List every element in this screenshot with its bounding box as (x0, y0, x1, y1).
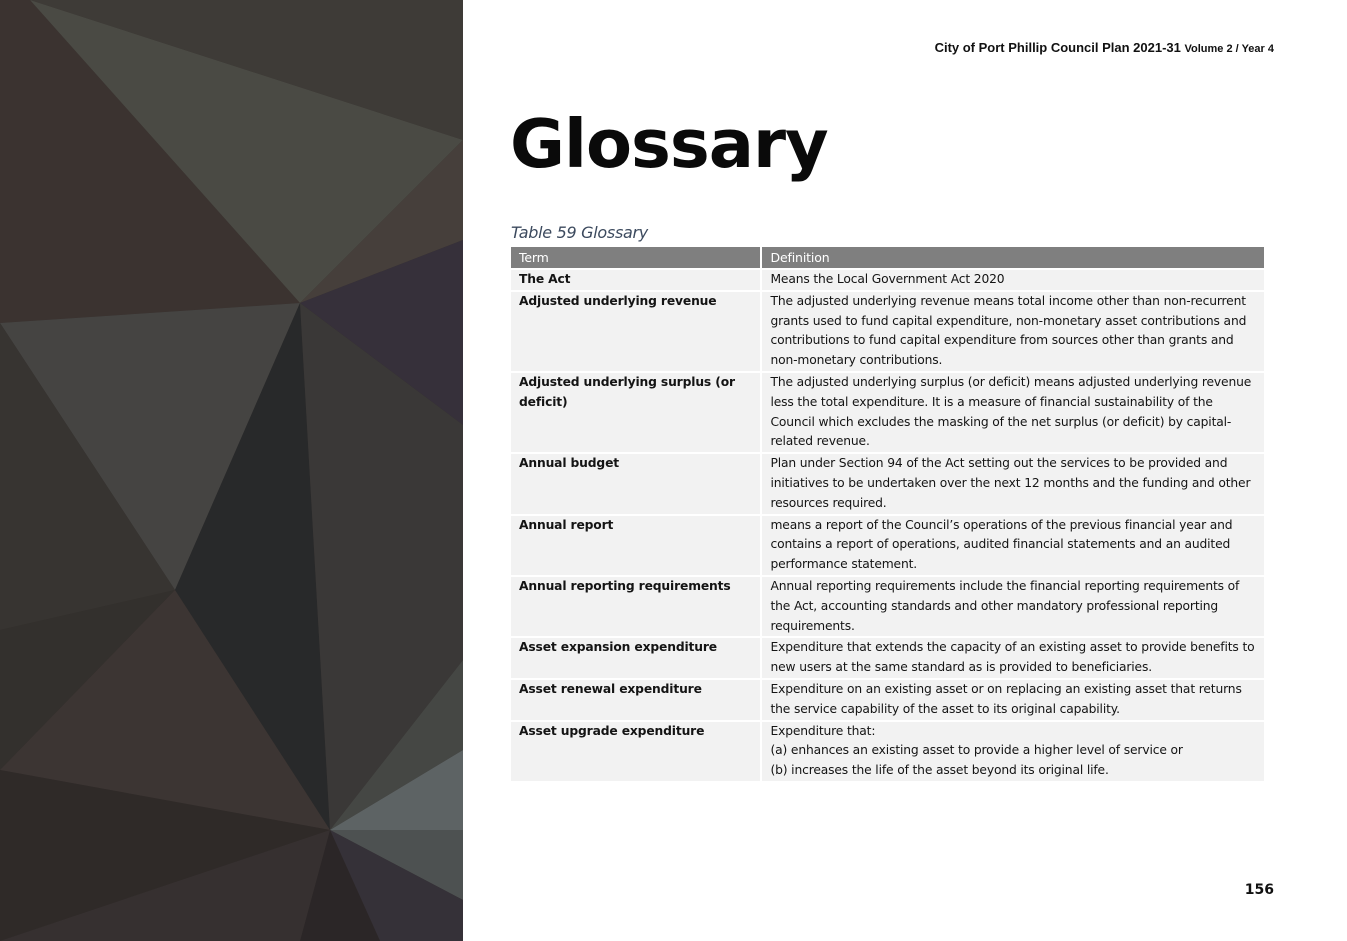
document-title: City of Port Phillip Council Plan 2021-31 (934, 40, 1181, 55)
page-number: 156 (1244, 882, 1274, 898)
table-caption: Table 59 Glossary (511, 223, 648, 242)
table-row (511, 292, 1264, 371)
term-cell: Annual budget (511, 454, 760, 513)
document-header (935, 40, 1274, 55)
term-cell: Annual report (511, 516, 760, 575)
table-row (511, 516, 1264, 575)
column-header-term: Term (511, 247, 760, 268)
table-row (511, 577, 1264, 636)
term-cell: Asset upgrade expenditure (511, 722, 760, 781)
term-cell: Asset expansion expenditure (511, 638, 760, 678)
definition-cell: The adjusted underlying surplus (or deficit) means adjusted underlying revenue less the total expenditure. It is a measure of financial sustainability of the Council which excludes the masking of the net surplus (or deficit) by capital-related revenue. (762, 373, 1264, 452)
term-cell: Adjusted underlying surplus (or deficit) (511, 373, 760, 452)
table-row (511, 454, 1264, 513)
definition-cell: Means the Local Government Act 2020 (762, 270, 1264, 290)
table-row (511, 680, 1264, 720)
table-row (511, 373, 1264, 452)
table-row (511, 638, 1264, 678)
definition-cell: Plan under Section 94 of the Act setting out the services to be provided and initiatives to be undertaken over the next 12 months and the funding and other resources required. (762, 454, 1264, 513)
page-title: Glossary (510, 105, 828, 183)
volume-year: Volume 2 / Year 4 (1184, 43, 1274, 55)
table-row (511, 722, 1264, 781)
term-cell: Adjusted underlying revenue (511, 292, 760, 371)
term-cell: Annual reporting requirements (511, 577, 760, 636)
glossary-table (509, 245, 1266, 783)
definition-cell: Expenditure on an existing asset or on replacing an existing asset that returns the service capability of the asset to its original capability. (762, 680, 1264, 720)
column-header-definition: Definition (762, 247, 1264, 268)
glossary-page (463, 0, 1347, 941)
definition-cell: Expenditure that extends the capacity of an existing asset to provide benefits to new users at the same standard as is provided to beneficiaries. (762, 638, 1264, 678)
decorative-polygon-art (0, 0, 463, 941)
definition-cell: The adjusted underlying revenue means total income other than non-recurrent grants used to fund capital expenditure, non-monetary asset contributions and contributions to fund capital expenditure from sources other than grants and non-monetary contributions. (762, 292, 1264, 371)
definition-cell: means a report of the Council’s operations of the previous financial year and contains a report of operations, audited financial statements and an audited performance statement. (762, 516, 1264, 575)
term-cell: The Act (511, 270, 760, 290)
term-cell: Asset renewal expenditure (511, 680, 760, 720)
table-header-row (511, 247, 1264, 268)
definition-cell: Expenditure that: (a) enhances an existing asset to provide a higher level of service or (b) increases the life of the asset beyond its original life. (762, 722, 1264, 781)
definition-cell: Annual reporting requirements include the financial reporting requirements of the Act, accounting standards and other mandatory professional reporting requirements. (762, 577, 1264, 636)
table-row (511, 270, 1264, 290)
